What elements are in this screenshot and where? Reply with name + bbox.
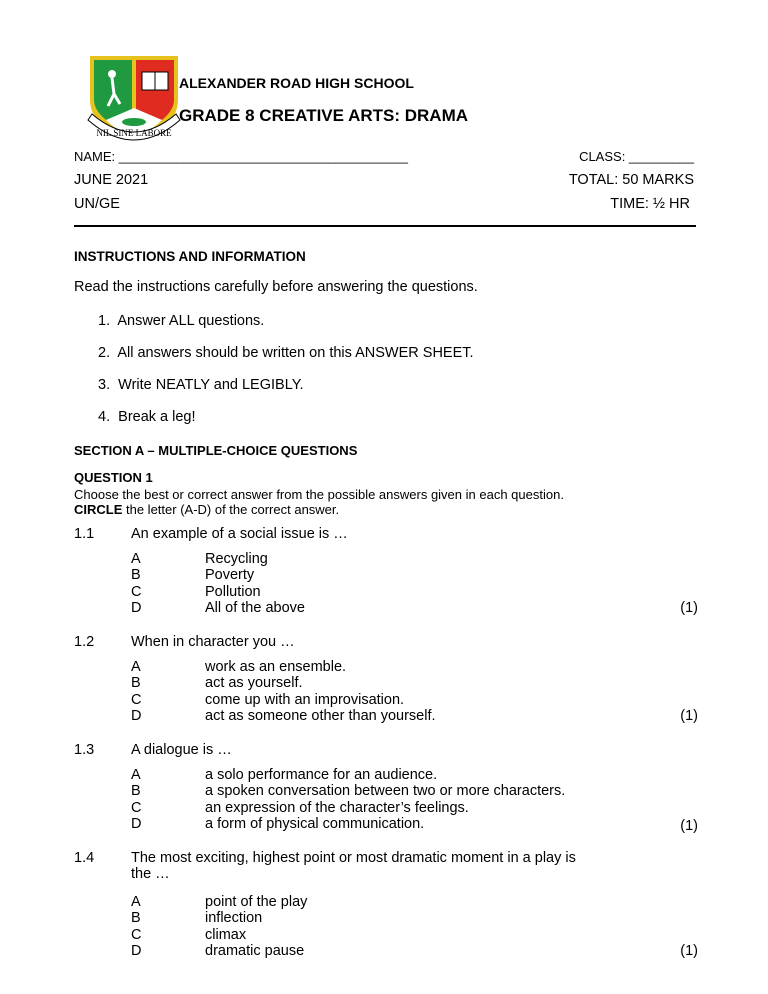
- option-letter[interactable]: A: [131, 894, 141, 910]
- total-marks: TOTAL: 50 MARKS: [568, 172, 694, 188]
- instruction-item: 1. Answer ALL questions.: [98, 313, 265, 329]
- option-texts: [205, 551, 305, 616]
- option-letter[interactable]: B: [131, 910, 141, 927]
- question-text: When in character you …: [131, 634, 295, 650]
- option-letter[interactable]: A: [131, 551, 141, 567]
- instruction-item: 3. Write NEATLY and LEGIBLY.: [98, 377, 304, 393]
- question-intro-2: [74, 501, 339, 518]
- section-heading: SECTION A – MULTIPLE-CHOICE QUESTIONS: [74, 443, 358, 458]
- option-letter[interactable]: B: [131, 675, 141, 692]
- option-letter[interactable]: B: [131, 783, 141, 800]
- instructions-heading: INSTRUCTIONS AND INFORMATION: [74, 249, 306, 264]
- option-letter[interactable]: B: [131, 567, 141, 584]
- question-text-cont: the …: [131, 866, 170, 882]
- option-text: an expression of the character’s feelings.: [205, 799, 469, 816]
- option-text: a spoken conversation between two or more characters.: [205, 783, 566, 800]
- option-texts: [205, 894, 307, 959]
- option-letter[interactable]: D: [131, 815, 142, 832]
- school-name: ALEXANDER ROAD HIGH SCHOOL: [179, 75, 414, 91]
- question-text: The most exciting, highest point or most dramatic moment in a play is: [131, 850, 576, 866]
- question-intro: Choose the best or correct answer from the possible answers given in each question.: [74, 487, 564, 502]
- school-crest-logo: [84, 50, 184, 145]
- name-field: NAME: ________________________________________: [74, 149, 408, 164]
- question-text: An example of a social issue is …: [131, 526, 348, 542]
- question-number: 1.1: [74, 526, 95, 542]
- instructions-intro: Read the instructions carefully before answering the questions.: [74, 279, 478, 295]
- question-number: 1.4: [74, 850, 95, 866]
- instruction-item: 4. Break a leg!: [98, 409, 196, 425]
- option-text: inflection: [205, 910, 263, 927]
- time-allowed: TIME: ½ HR: [610, 196, 690, 212]
- question-marks: (1): [680, 818, 698, 834]
- option-letter[interactable]: C: [131, 691, 142, 708]
- question-number: 1.3: [74, 742, 95, 758]
- option-text: Pollution: [205, 583, 261, 600]
- page-title: GRADE 8 CREATIVE ARTS: DRAMA: [179, 106, 469, 125]
- question-number: 1.2: [74, 634, 95, 650]
- option-text: a form of physical communication.: [205, 815, 425, 832]
- option-letter[interactable]: D: [131, 599, 142, 616]
- circle-emphasis: CIRCLE: [74, 502, 123, 517]
- option-letters: [131, 894, 141, 959]
- option-letter[interactable]: A: [131, 659, 141, 675]
- option-text: All of the above: [205, 599, 305, 616]
- option-text: work as an ensemble.: [205, 659, 347, 675]
- option-text: climax: [205, 926, 247, 943]
- option-text: a solo performance for an audience.: [205, 767, 438, 783]
- option-letter[interactable]: A: [131, 767, 141, 783]
- option-letters: [131, 767, 141, 832]
- divider: [74, 225, 696, 227]
- option-text: act as yourself.: [205, 675, 303, 692]
- option-letters: [131, 659, 141, 724]
- option-text: point of the play: [205, 894, 308, 910]
- question-marks: (1): [680, 600, 698, 616]
- instruction-item: 2. All answers should be written on this ANSWER SHEET.: [98, 345, 474, 361]
- class-field: CLASS: _________: [579, 149, 694, 164]
- option-letter[interactable]: D: [131, 707, 142, 724]
- question-text: A dialogue is …: [131, 742, 232, 758]
- question-title: QUESTION 1: [74, 470, 153, 485]
- option-text: dramatic pause: [205, 942, 305, 959]
- option-texts: [205, 659, 436, 724]
- intro-text: the letter (A-D) of the correct answer.: [122, 502, 340, 517]
- option-texts: [205, 767, 565, 832]
- option-letter[interactable]: C: [131, 799, 142, 816]
- teacher-initials: UN/GE: [74, 196, 120, 212]
- option-text: act as someone other than yourself.: [205, 707, 436, 724]
- motto: NIL SINE LABORE: [96, 128, 172, 138]
- question-marks: (1): [680, 708, 698, 724]
- option-text: Recycling: [205, 551, 268, 567]
- option-letter[interactable]: C: [131, 926, 142, 943]
- option-letters: [131, 551, 141, 616]
- option-text: come up with an improvisation.: [205, 691, 405, 708]
- exam-date: JUNE 2021: [74, 172, 149, 188]
- question-marks: (1): [680, 943, 698, 959]
- option-text: Poverty: [205, 567, 255, 584]
- option-letter[interactable]: D: [131, 942, 142, 959]
- option-letter[interactable]: C: [131, 583, 142, 600]
